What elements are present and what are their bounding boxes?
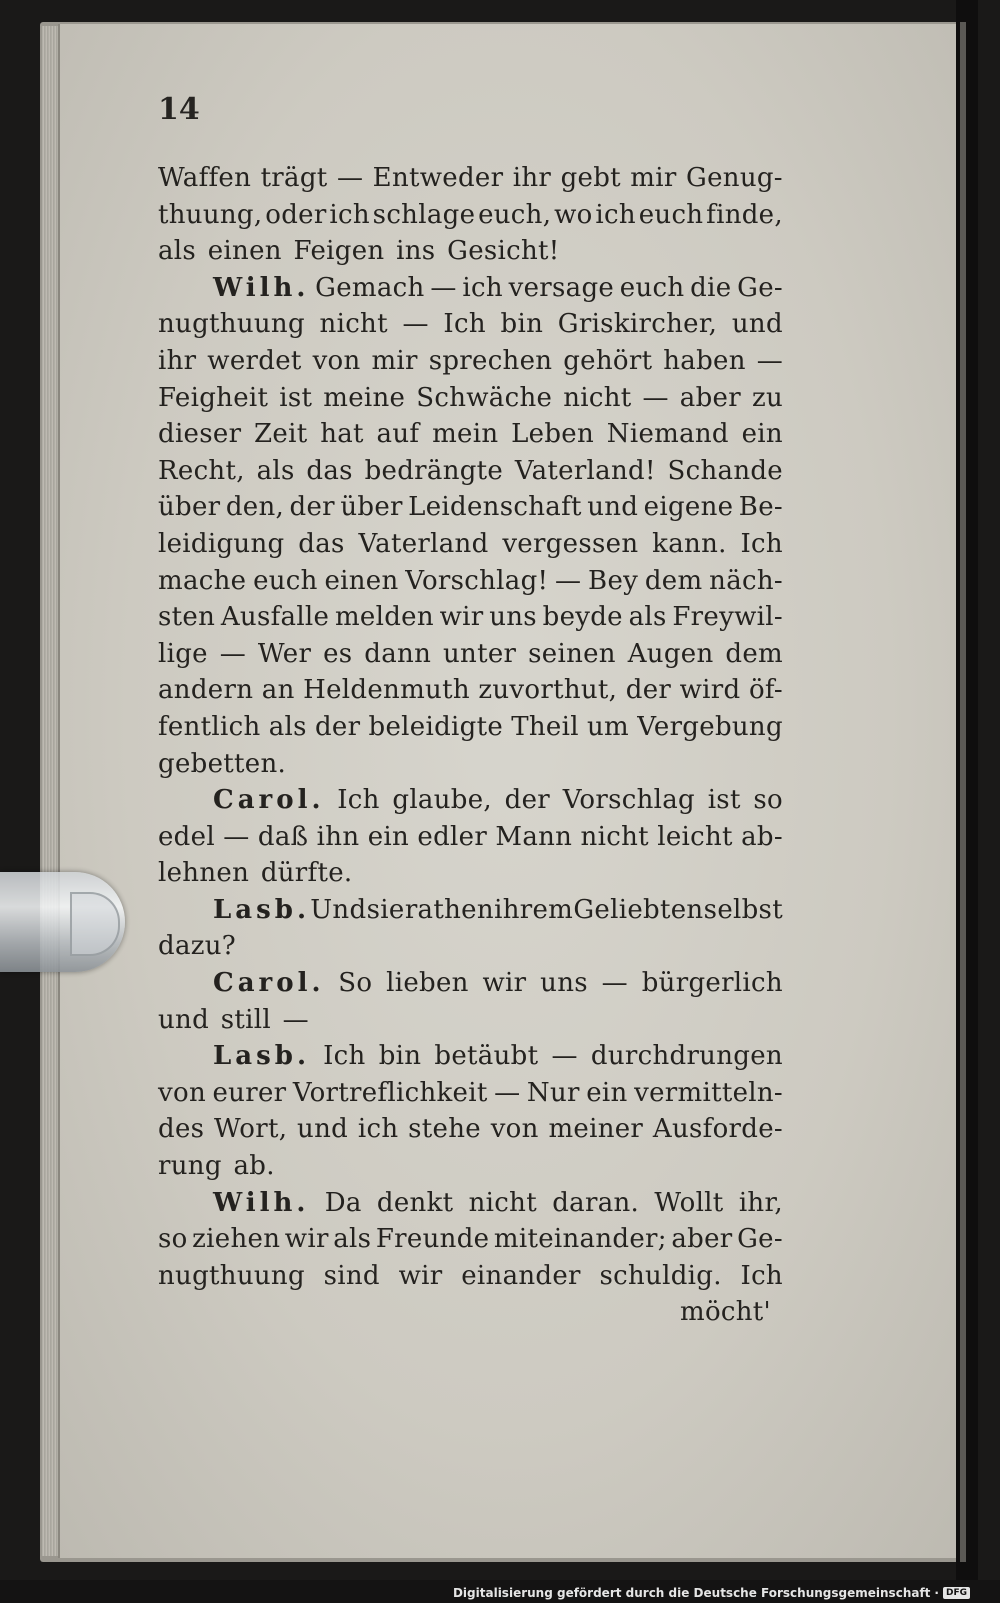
text-line	[158, 526, 783, 563]
word: Feigheit	[158, 382, 269, 413]
word: —	[282, 1004, 309, 1035]
catchword	[158, 1294, 783, 1331]
word: euch	[638, 199, 704, 230]
word: mir	[371, 345, 418, 376]
text-line	[158, 197, 783, 234]
word: der	[314, 711, 361, 742]
word: wir	[439, 602, 484, 633]
speaker-name: Carol.	[213, 785, 325, 816]
word: Schande	[667, 455, 783, 486]
text-line	[158, 1221, 783, 1258]
text-line	[158, 380, 783, 417]
word: edel	[158, 821, 215, 852]
word: eigene	[643, 492, 734, 523]
word: und	[297, 1114, 349, 1145]
text-line	[158, 1075, 783, 1112]
word: Vorschlag!	[405, 565, 549, 596]
word: um	[587, 711, 630, 742]
word: aber	[679, 382, 741, 413]
word: dieser	[158, 419, 242, 450]
word: andern	[158, 675, 254, 706]
word: Ich	[337, 785, 380, 816]
word: bin	[500, 309, 544, 340]
word: vermitteln-	[634, 1077, 783, 1108]
word: gehört	[563, 345, 653, 376]
word: Heldenmuth	[303, 675, 470, 706]
speech-line	[158, 965, 783, 1002]
word: Mann	[495, 821, 573, 852]
word: Leidenschaft	[408, 492, 582, 523]
word: —	[555, 565, 582, 596]
word: lige	[158, 638, 208, 669]
word: euch	[619, 272, 685, 303]
word: Ich	[740, 1260, 783, 1291]
word: als	[628, 602, 667, 633]
text-line	[158, 636, 783, 673]
word: es	[323, 638, 353, 669]
word: ein	[741, 419, 783, 450]
word: leicht	[657, 821, 733, 852]
word: bin	[378, 1041, 422, 1072]
word: seinen	[528, 638, 616, 669]
word: mein	[432, 419, 499, 450]
word: mir	[630, 163, 677, 193]
word: —	[601, 968, 628, 999]
word: ich	[462, 272, 503, 303]
word: beyde	[542, 602, 623, 633]
word: —	[642, 382, 669, 413]
word: Nur	[526, 1077, 580, 1108]
word: rung	[158, 1151, 222, 1182]
speaker-name: Wilh.	[213, 1187, 310, 1218]
speech-line	[158, 1038, 783, 1075]
word: Wollt	[654, 1187, 724, 1218]
word: dann	[364, 638, 432, 669]
word: Und	[310, 894, 367, 925]
word: vergessen	[502, 528, 639, 559]
word: ihr	[158, 345, 197, 376]
word: Vaterland	[358, 528, 489, 559]
word: stehe	[408, 1114, 481, 1145]
word: euch	[253, 565, 318, 596]
word: Augen	[627, 638, 714, 669]
word: ab.	[233, 1151, 275, 1182]
book-right-edge	[960, 22, 966, 1562]
word: Bey	[588, 565, 639, 596]
word: Gesicht!	[447, 236, 560, 267]
text-line	[158, 928, 783, 965]
footer-credit: Digitalisierung gefördert durch die Deutsche Forschungsgemeinschaft	[452, 1586, 931, 1600]
word: Theil	[511, 711, 579, 742]
word: ab-	[741, 821, 783, 852]
word: Niemand	[606, 419, 729, 450]
text-line	[158, 306, 783, 343]
word: dem	[725, 638, 783, 669]
speaker-name: Lasb.	[213, 894, 310, 925]
word: Entweder	[372, 163, 504, 193]
word: durchdrungen	[590, 1041, 783, 1072]
text-line	[158, 709, 783, 746]
word: —	[430, 272, 457, 303]
word: gebetten.	[158, 748, 287, 779]
word: ihr	[512, 163, 552, 193]
word: Genug-	[686, 163, 783, 193]
word: ziehen	[192, 1224, 281, 1255]
word: ihrem	[494, 894, 574, 925]
word: Da	[324, 1187, 362, 1218]
word: Geliebten	[573, 894, 704, 925]
word: meine	[323, 382, 406, 413]
word: ins	[396, 236, 436, 267]
speaker-name: Wilh.	[213, 272, 310, 303]
word: beleidigte	[368, 711, 504, 742]
word: ein	[367, 821, 410, 852]
word: Ich	[740, 528, 783, 559]
word: dürfte.	[260, 858, 353, 889]
word: Feigen	[293, 236, 385, 267]
word: über	[158, 492, 221, 523]
word: der	[289, 492, 335, 523]
word: Schwäche	[416, 382, 553, 413]
word: ich	[329, 199, 370, 230]
text-line	[158, 563, 783, 600]
word: Recht,	[158, 455, 245, 486]
word: als	[333, 1224, 372, 1255]
word: lehnen	[158, 858, 250, 889]
word: Ausfalle	[220, 602, 330, 633]
word: trägt	[260, 163, 328, 193]
word: nugthuung	[158, 1260, 305, 1291]
word: öf-	[748, 675, 783, 706]
word: eurer	[212, 1077, 287, 1108]
word: gebt	[560, 163, 621, 193]
catchword-text: möcht'	[679, 1297, 771, 1328]
word: das	[298, 528, 345, 559]
word: der	[625, 675, 672, 706]
word: Zeit	[254, 419, 308, 450]
text-line	[158, 489, 783, 526]
word: —	[494, 1077, 521, 1108]
word: als	[256, 455, 295, 486]
word: leidigung	[158, 528, 285, 559]
word: zuvorthut,	[478, 675, 618, 706]
word: näch-	[709, 565, 783, 596]
word: nicht	[319, 309, 388, 340]
text-line	[158, 233, 783, 270]
word: von	[490, 1114, 539, 1145]
word: selbst	[703, 894, 783, 925]
word: nicht	[580, 821, 649, 852]
word: —	[551, 1041, 578, 1072]
word: Vorschlag	[562, 785, 695, 816]
footer-separator: ·	[934, 1586, 939, 1600]
word: sind	[323, 1260, 380, 1291]
word: Ich	[443, 309, 486, 340]
word: betäubt	[434, 1041, 539, 1072]
word: Vortreflichkeit	[292, 1077, 488, 1108]
word: dem	[644, 565, 703, 596]
speaker-name: Lasb.	[213, 1041, 310, 1072]
text-line	[158, 599, 783, 636]
word: Wer	[257, 638, 312, 669]
speech-line	[158, 270, 783, 307]
page-number: 14	[158, 92, 200, 127]
word: über	[340, 492, 403, 523]
speaker-name: Carol.	[213, 968, 325, 999]
word: —	[336, 163, 364, 193]
text-line	[158, 819, 783, 856]
word: wird	[679, 675, 741, 706]
word: uns	[540, 968, 588, 999]
word: sten	[158, 602, 216, 633]
word: ich	[595, 199, 636, 230]
text-line	[158, 746, 783, 783]
word: so	[753, 785, 783, 816]
text-line	[158, 1148, 783, 1185]
digitization-footer	[453, 1586, 970, 1600]
word: —	[219, 638, 247, 669]
word: nugthuung	[158, 309, 305, 340]
word: melden	[334, 602, 434, 633]
word: als	[158, 236, 197, 267]
word: werdet	[207, 345, 302, 376]
word: Vaterland!	[514, 455, 656, 486]
word: ist	[707, 785, 741, 816]
word: der	[504, 785, 551, 816]
word: Waffen	[158, 163, 252, 193]
dfg-logo-icon: DFG	[943, 1587, 970, 1599]
text-line	[158, 160, 783, 197]
word: einen	[207, 236, 282, 267]
word: sprechen	[428, 345, 553, 376]
word: daß	[257, 821, 309, 852]
word: dazu?	[158, 931, 237, 962]
word: daran.	[552, 1187, 640, 1218]
word: Griskircher,	[557, 309, 718, 340]
text-block	[158, 160, 783, 1331]
word: ist	[279, 382, 313, 413]
word: Vergebung	[637, 711, 783, 742]
word: bürgerlich	[641, 968, 783, 999]
word: kann.	[652, 528, 727, 559]
word: versage	[508, 272, 615, 303]
word: Freunde	[375, 1224, 490, 1255]
word: wir	[398, 1260, 443, 1291]
word: Freywil-	[672, 602, 783, 633]
word: den,	[225, 492, 285, 523]
word: schlage	[372, 199, 476, 230]
text-line	[158, 1111, 783, 1148]
word: finde,	[706, 199, 783, 230]
speech-line	[158, 892, 783, 929]
word: Leben	[511, 419, 595, 450]
word: Gemach	[315, 272, 425, 303]
word: still	[220, 1004, 271, 1035]
word: von	[312, 345, 361, 376]
word: von	[158, 1077, 206, 1108]
text-line	[158, 416, 783, 453]
word: Ge-	[737, 272, 783, 303]
word: thuung,	[158, 199, 263, 230]
word: schuldig.	[599, 1260, 722, 1291]
word: wir	[284, 1224, 329, 1255]
word: oder	[265, 199, 327, 230]
word: edler	[417, 821, 488, 852]
word: meiner	[548, 1114, 644, 1145]
word: ich	[357, 1114, 399, 1145]
word: So	[338, 968, 373, 999]
word: auf	[376, 419, 420, 450]
word: nicht	[468, 1187, 537, 1218]
word: und	[731, 309, 783, 340]
text-line	[158, 1002, 783, 1039]
word: wo	[554, 199, 593, 230]
word: als	[268, 711, 307, 742]
word: Wort,	[214, 1114, 288, 1145]
word: glaube,	[392, 785, 492, 816]
word: an	[261, 675, 295, 706]
word: Ich	[323, 1041, 366, 1072]
word: wir	[482, 968, 527, 999]
text-line	[158, 1258, 783, 1295]
word: bedrängte	[364, 455, 504, 486]
word: —	[223, 821, 250, 852]
word: und	[587, 492, 639, 523]
word: lieben	[386, 968, 469, 999]
text-line	[158, 672, 783, 709]
word: unter	[443, 638, 517, 669]
word: rathen	[404, 894, 494, 925]
word: miteinander;	[493, 1224, 667, 1255]
word: uns	[489, 602, 537, 633]
word: —	[402, 309, 429, 340]
word: zu	[751, 382, 783, 413]
speech-line	[158, 1185, 783, 1222]
word: einen	[324, 565, 399, 596]
word: und	[158, 1004, 210, 1035]
word: Ausforde-	[652, 1114, 783, 1145]
word: einander	[461, 1260, 581, 1291]
word: denkt	[376, 1187, 454, 1218]
word: hat	[320, 419, 364, 450]
text-line	[158, 343, 783, 380]
word: so	[158, 1224, 188, 1255]
word: ein	[586, 1077, 628, 1108]
word: mache	[158, 565, 247, 596]
word: sie	[366, 894, 405, 925]
text-line	[158, 855, 783, 892]
word: Ge-	[737, 1224, 783, 1255]
word: haben	[663, 345, 746, 376]
word: das	[306, 455, 353, 486]
word: ihr,	[738, 1187, 783, 1218]
word: fentlich	[158, 711, 261, 742]
word: ihn	[316, 821, 360, 852]
word: des	[158, 1114, 205, 1145]
word: die	[690, 272, 732, 303]
word: —	[756, 345, 783, 376]
word: nicht	[563, 382, 632, 413]
word: Be-	[738, 492, 783, 523]
text-line	[158, 453, 783, 490]
speech-line	[158, 782, 783, 819]
word: aber	[671, 1224, 733, 1255]
word: euch,	[478, 199, 552, 230]
